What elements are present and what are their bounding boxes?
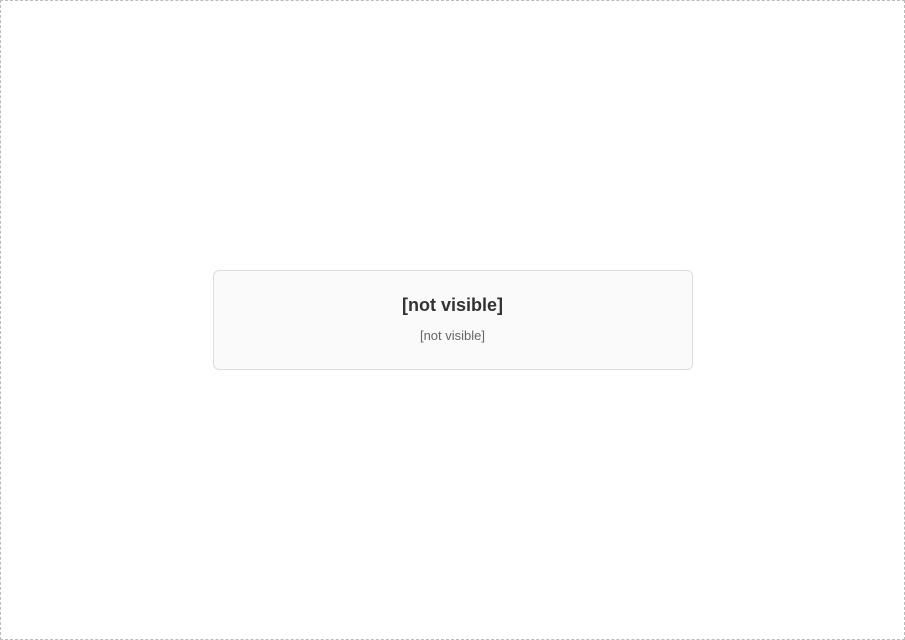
placeholder-title: [not visible]	[401, 294, 503, 315]
placeholder-box	[213, 270, 693, 371]
placeholder-note: [not visible]	[419, 327, 486, 343]
